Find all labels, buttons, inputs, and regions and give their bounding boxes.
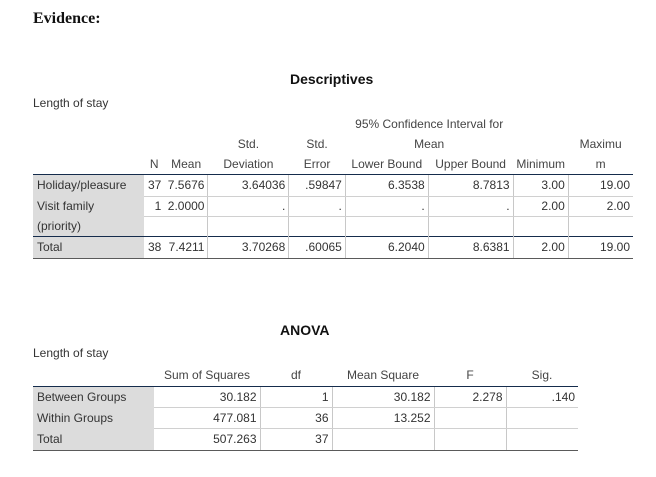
- cell-ss: 507.263: [154, 428, 260, 450]
- table-row: [33, 174, 633, 196]
- cell-sd: .: [208, 196, 289, 216]
- cell-f: 2.278: [434, 386, 506, 407]
- row-label: Total: [33, 428, 154, 450]
- cell-lower: 6.3538: [345, 174, 428, 196]
- cell-n: 38: [144, 236, 164, 258]
- std-err-header-line2: Error: [303, 156, 331, 171]
- cell-upper: 8.6381: [428, 236, 513, 258]
- std-dev-header-line2: Deviation: [223, 156, 274, 171]
- table-row: [33, 428, 578, 450]
- row-label: Visit family: [33, 196, 144, 216]
- cell-sd: 3.64036: [208, 174, 289, 196]
- row-label: Within Groups: [33, 407, 154, 428]
- descriptives-table: [33, 114, 633, 259]
- cell-se: .59847: [289, 174, 346, 196]
- ci-mean-header: Mean: [414, 137, 445, 151]
- cell-min: 2.00: [513, 196, 568, 216]
- table-row: [33, 407, 578, 428]
- cell-upper: .: [428, 196, 513, 216]
- cell-sig: [506, 407, 578, 428]
- anova-table: [33, 364, 578, 451]
- row-label: Holiday/pleasure: [33, 174, 144, 196]
- cell-mean: 7.5676: [164, 174, 208, 196]
- cell-ms: 13.252: [332, 407, 434, 428]
- cell-upper: 8.7813: [428, 174, 513, 196]
- table-row: [33, 236, 633, 258]
- cell-f: [434, 407, 506, 428]
- cell-ms: [332, 428, 434, 450]
- table-row: [33, 196, 633, 216]
- table-row: [33, 386, 578, 407]
- ci-header: 95% Confidence Interval for: [355, 117, 504, 131]
- evidence-heading: Evidence:: [33, 10, 101, 27]
- cell-min: 2.00: [513, 236, 568, 258]
- cell-se: .: [289, 196, 346, 216]
- row-label: Total: [33, 236, 144, 258]
- cell-lower: .: [345, 196, 428, 216]
- cell-min: 3.00: [513, 174, 568, 196]
- ms-header: Mean Square: [346, 367, 420, 382]
- cell-sd: 3.70268: [208, 236, 289, 258]
- cell-df: 37: [260, 428, 332, 450]
- cell-n: 37: [144, 174, 164, 196]
- ss-header: Sum of Squares: [163, 367, 251, 382]
- cell-f: [434, 428, 506, 450]
- df-header: df: [290, 367, 301, 382]
- descriptives-variable-label: Length of stay: [33, 96, 109, 110]
- cell-ss: 477.081: [154, 407, 260, 428]
- mean-header: Mean: [171, 156, 202, 171]
- sig-header: Sig.: [531, 367, 553, 382]
- cell-df: 1: [260, 386, 332, 407]
- table-row-continued: [33, 216, 633, 236]
- max-header-line1: Maximu: [579, 137, 622, 151]
- cell-max: 19.00: [568, 236, 633, 258]
- std-err-header-line1: Std.: [306, 137, 328, 151]
- cell-mean: 7.4211: [164, 236, 208, 258]
- descriptives-title: Descriptives: [290, 71, 374, 87]
- upper-bound-header: Upper Bound: [435, 156, 506, 171]
- cell-ms: 30.182: [332, 386, 434, 407]
- cell-n: 1: [144, 196, 164, 216]
- cell-df: 36: [260, 407, 332, 428]
- n-header: N: [149, 156, 159, 171]
- cell-ss: 30.182: [154, 386, 260, 407]
- anova-variable-label: Length of stay: [33, 346, 109, 360]
- std-dev-header-line1: Std.: [237, 137, 260, 151]
- minimum-header: Minimum: [516, 156, 565, 171]
- cell-max: 2.00: [568, 196, 633, 216]
- cell-sig: .140: [506, 386, 578, 407]
- cell-se: .60065: [289, 236, 346, 258]
- cell-max: 19.00: [568, 174, 633, 196]
- cell-lower: 6.2040: [345, 236, 428, 258]
- cell-mean: 2.0000: [164, 196, 208, 216]
- lower-bound-header: Lower Bound: [351, 156, 423, 171]
- row-label: Between Groups: [33, 386, 154, 407]
- max-header-line2: m: [595, 156, 606, 171]
- anova-title: ANOVA: [280, 322, 330, 338]
- cell-sig: [506, 428, 578, 450]
- f-header: F: [466, 367, 474, 382]
- row-label-continued: (priority): [33, 216, 144, 236]
